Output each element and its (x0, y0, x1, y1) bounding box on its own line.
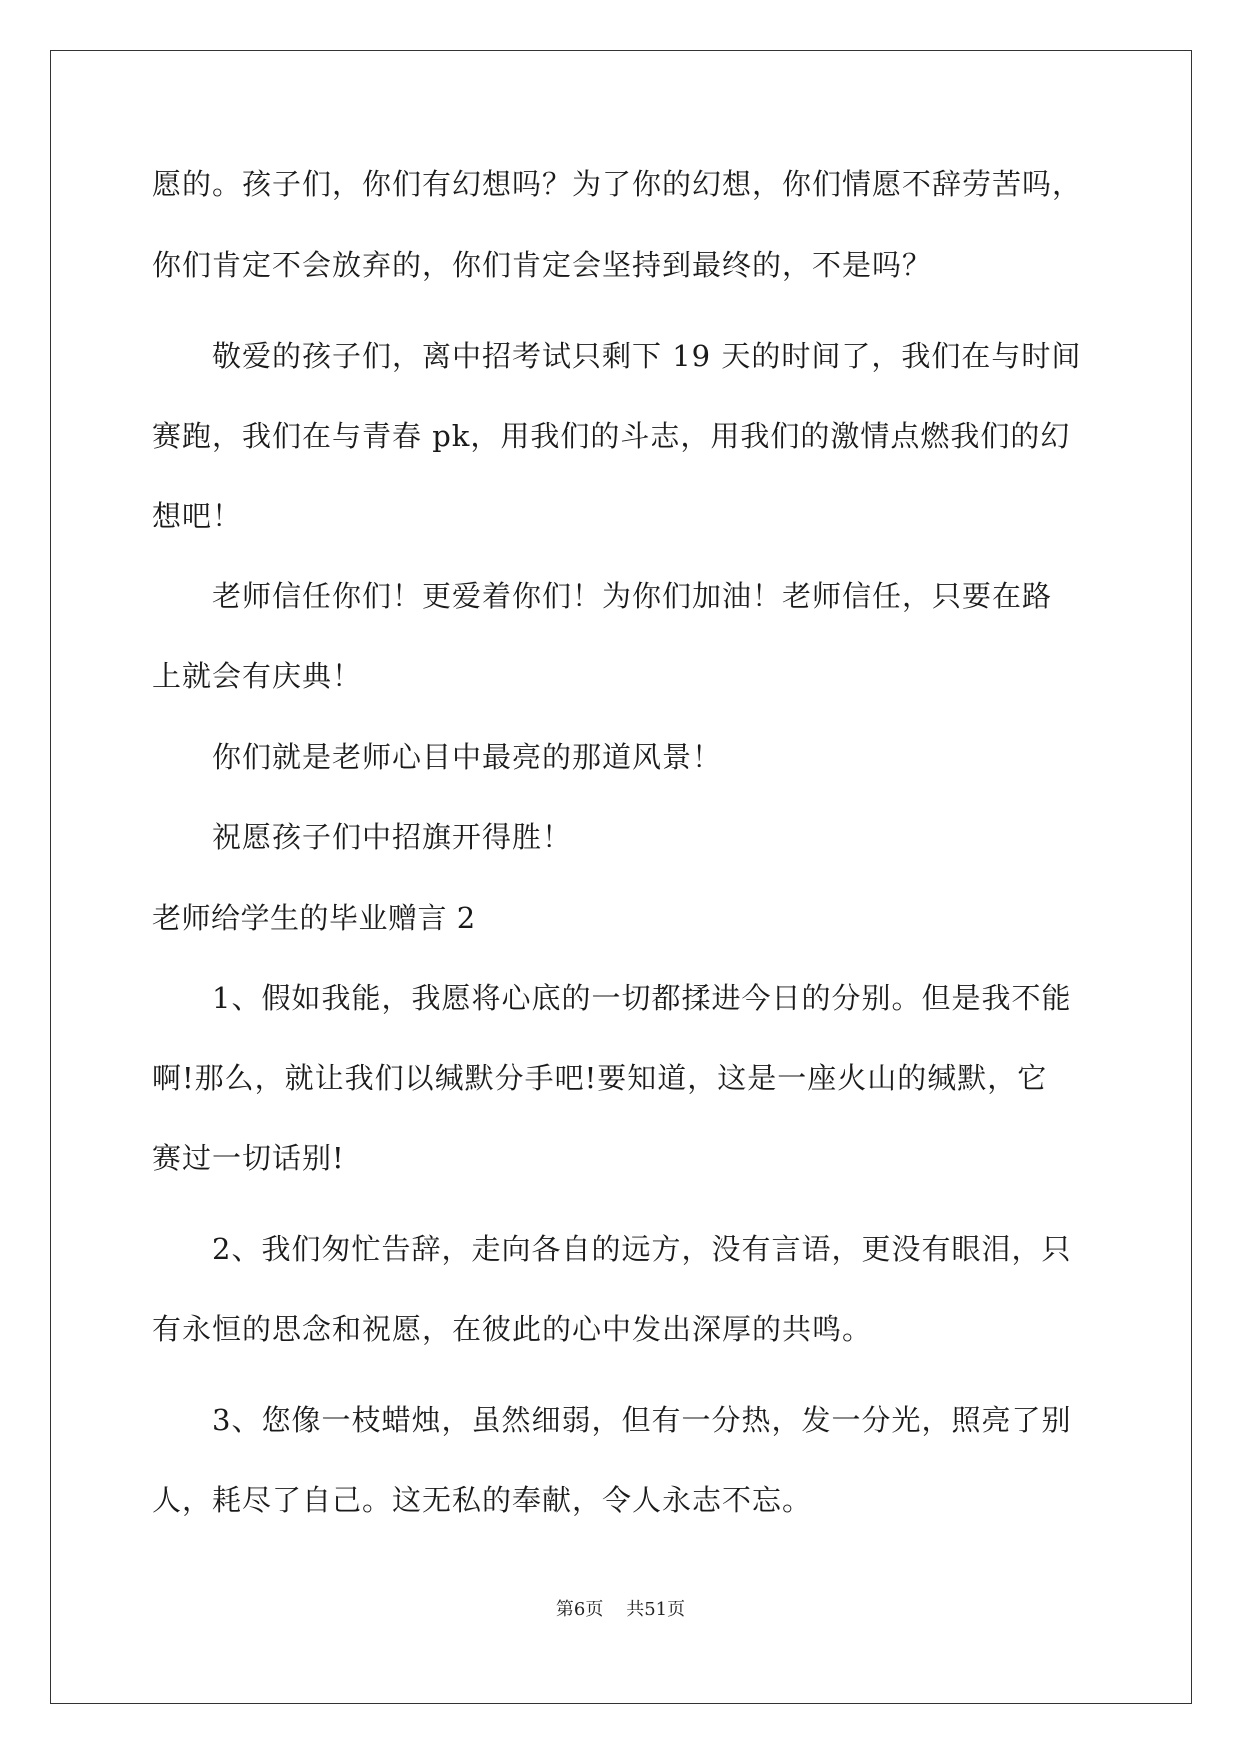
paragraph-line: 3、您像一枝蜡烛，虽然细弱，但有一分热，发一分光，照亮了别 (212, 1403, 1072, 1437)
page-suffix: 页 (585, 1599, 604, 1620)
paragraph-line: 敬爱的孩子们，离中招考试只剩下 19 天的时间了，我们在与时间 (212, 339, 1082, 373)
total-suffix: 页 (667, 1599, 686, 1620)
paragraph-line: 有永恒的思念和祝愿，在彼此的心中发出深厚的共鸣。 (152, 1312, 873, 1346)
paragraph-line: 老师信任你们！更爱着你们！为你们加油！老师信任，只要在路 (212, 579, 1053, 613)
page-number: 6 (573, 1599, 586, 1620)
page-border (50, 50, 1192, 1704)
paragraph-line: 2、我们匆忙告辞，走向各自的远方，没有言语，更没有眼泪，只 (212, 1232, 1072, 1266)
paragraph-line: 祝愿孩子们中招旗开得胜！ (212, 820, 573, 854)
paragraph-line: 愿的。孩子们，你们有幻想吗？为了你的幻想，你们情愿不辞劳苦吗， (152, 167, 1083, 201)
page-footer (0, 1598, 1241, 1622)
paragraph-line: 你们就是老师心目中最亮的那道风景！ (212, 740, 723, 774)
paragraph-line: 想吧！ (152, 499, 243, 533)
paragraph-line: 赛跑，我们在与青春 pk，用我们的斗志，用我们的激情点燃我们的幻 (152, 419, 1071, 453)
paragraph-line: 赛过一切话别! (152, 1141, 345, 1175)
section-heading: 老师给学生的毕业赠言 2 (152, 901, 476, 935)
paragraph-line: 1、假如我能，我愿将心底的一切都揉进今日的分别。但是我不能 (212, 981, 1072, 1015)
paragraph-line: 上就会有庆典！ (152, 659, 363, 693)
total-pages: 51 (644, 1599, 668, 1620)
paragraph-line: 啊!那么，就让我们以缄默分手吧!要知道，这是一座火山的缄默，它 (152, 1061, 1048, 1095)
paragraph-line: 人，耗尽了自己。这无私的奉献，令人永志不忘。 (152, 1483, 813, 1517)
total-prefix: 共 (626, 1599, 645, 1620)
paragraph-line: 你们肯定不会放弃的，你们肯定会坚持到最终的，不是吗？ (152, 248, 933, 282)
page-prefix: 第 (555, 1599, 574, 1620)
